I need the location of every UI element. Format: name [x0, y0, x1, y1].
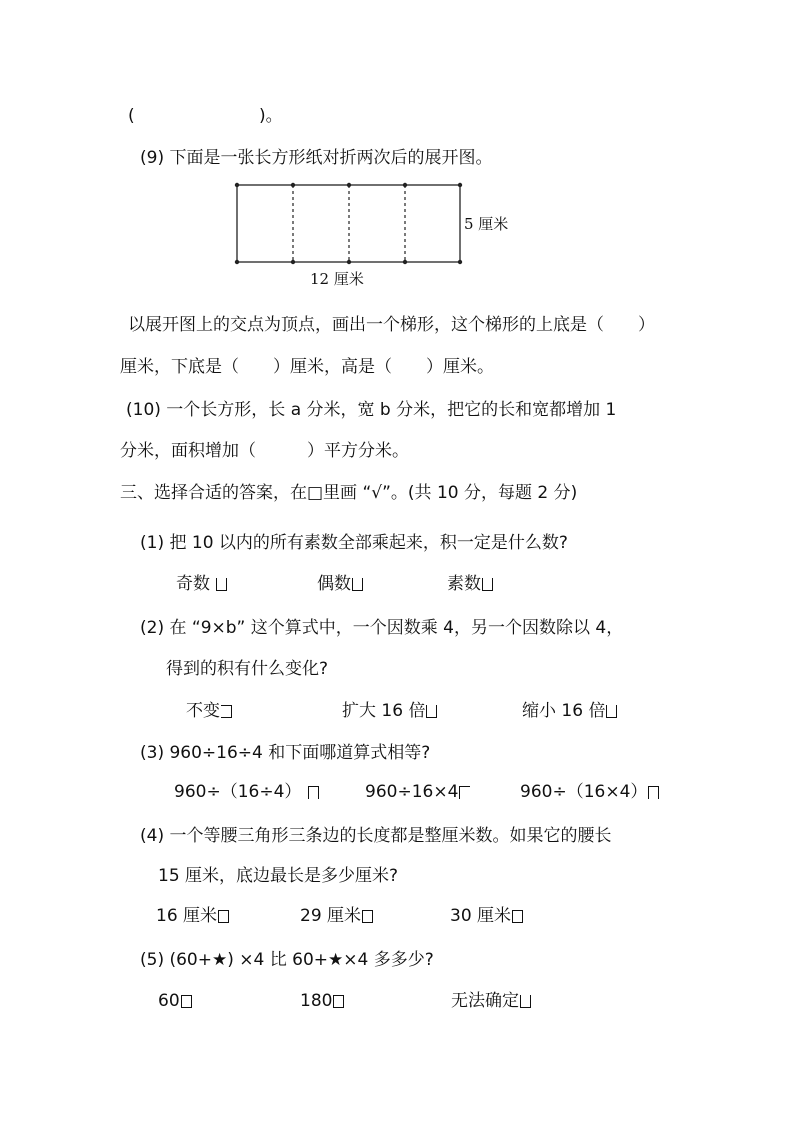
height-label: 5 厘米 — [464, 215, 509, 233]
option-label: 无法确定 — [451, 991, 519, 1011]
unfolded-paper-diagram — [0, 175, 794, 305]
c2-option-3[interactable] — [522, 701, 617, 721]
c5-option-3[interactable] — [451, 991, 531, 1011]
option-label: 29 厘米 — [300, 906, 362, 926]
checkbox[interactable] — [352, 578, 363, 591]
intersection-point — [458, 183, 462, 187]
c4-question-line2: 15 厘米，底边最长是多少厘米? — [158, 866, 399, 886]
checkbox[interactable] — [459, 786, 470, 799]
c5-option-2[interactable] — [300, 991, 344, 1011]
checkbox[interactable] — [648, 786, 659, 799]
checkbox[interactable] — [216, 578, 227, 591]
c2-question-line1: (2) 在 “9×b” 这个算式中，一个因数乘 4，另一个因数除以 4， — [140, 618, 624, 638]
q9-title: (9) 下面是一张长方形纸对折两次后的展开图。 — [140, 148, 493, 168]
checkbox[interactable] — [482, 578, 493, 591]
intersection-point — [347, 260, 351, 264]
option-label: 30 厘米 — [450, 906, 512, 926]
c5-option-1[interactable] — [158, 991, 192, 1011]
option-label: 960÷（16×4） — [520, 782, 648, 802]
c1-option-2[interactable] — [317, 574, 363, 594]
checkbox[interactable] — [308, 786, 319, 799]
c1-option-1[interactable] — [176, 574, 227, 594]
width-label: 12 厘米 — [310, 270, 364, 288]
checkbox[interactable] — [218, 910, 229, 923]
option-label: 16 厘米 — [156, 906, 218, 926]
option-label: 60 — [158, 991, 180, 1011]
option-label: 偶数 — [317, 574, 351, 594]
c4-option-3[interactable] — [450, 906, 523, 926]
intersection-point — [291, 260, 295, 264]
c2-option-1[interactable] — [186, 701, 232, 721]
intersection-point — [235, 260, 239, 264]
option-label: 扩大 16 倍 — [342, 701, 426, 721]
c4-option-1[interactable] — [156, 906, 229, 926]
c3-option-1[interactable] — [174, 782, 319, 802]
c1-question: (1) 把 10 以内的所有素数全部乘起来，积一定是什么数? — [140, 533, 568, 553]
option-label: 素数 — [447, 574, 481, 594]
c3-option-2[interactable] — [365, 782, 470, 802]
option-label: 960÷（16÷4） — [174, 782, 302, 802]
checkbox[interactable] — [221, 705, 232, 718]
option-label: 奇数 — [176, 574, 210, 594]
q10-line1: (10) 一个长方形，长 a 分米，宽 b 分米，把它的长和宽都增加 1 — [126, 400, 617, 420]
option-label: 960÷16×4 — [365, 782, 459, 802]
c2-option-2[interactable] — [342, 701, 437, 721]
c1-option-3[interactable] — [447, 574, 493, 594]
checkbox[interactable] — [426, 705, 437, 718]
option-label: 180 — [300, 991, 333, 1011]
checkbox[interactable] — [520, 995, 531, 1008]
q9-line1: 以展开图上的交点为顶点，画出一个梯形，这个梯形的上底是（ ） — [128, 315, 655, 335]
c3-question: (3) 960÷16÷4 和下面哪道算式相等? — [140, 743, 431, 763]
checkbox[interactable] — [333, 995, 344, 1008]
intersection-point — [235, 183, 239, 187]
c4-question-line1: (4) 一个等腰三角形三条边的长度都是整厘米数。如果它的腰长 — [140, 826, 612, 846]
checkbox[interactable] — [512, 910, 523, 923]
option-label: 缩小 16 倍 — [522, 701, 606, 721]
checkbox[interactable] — [606, 705, 617, 718]
c2-question-line2: 得到的积有什么变化? — [166, 659, 329, 679]
answer-paren-close: )。 — [259, 106, 283, 126]
intersection-point — [403, 183, 407, 187]
answer-paren-open: ( — [128, 106, 135, 126]
intersection-point — [291, 183, 295, 187]
intersection-point — [403, 260, 407, 264]
checkbox[interactable] — [181, 995, 192, 1008]
c3-option-3[interactable] — [520, 782, 659, 802]
intersection-point — [347, 183, 351, 187]
intersection-point — [458, 260, 462, 264]
section3-heading: 三、选择合适的答案，在□里画 “√”。(共 10 分，每题 2 分) — [120, 483, 578, 503]
option-label: 不变 — [186, 701, 220, 721]
c5-question: (5) (60+★) ×4 比 60+★×4 多多少? — [140, 950, 434, 970]
q10-line2: 分米，面积增加（ ）平方分米。 — [120, 441, 409, 461]
q9-line2: 厘米，下底是（ ）厘米，高是（ ）厘米。 — [120, 357, 494, 377]
checkbox[interactable] — [362, 910, 373, 923]
c4-option-2[interactable] — [300, 906, 373, 926]
